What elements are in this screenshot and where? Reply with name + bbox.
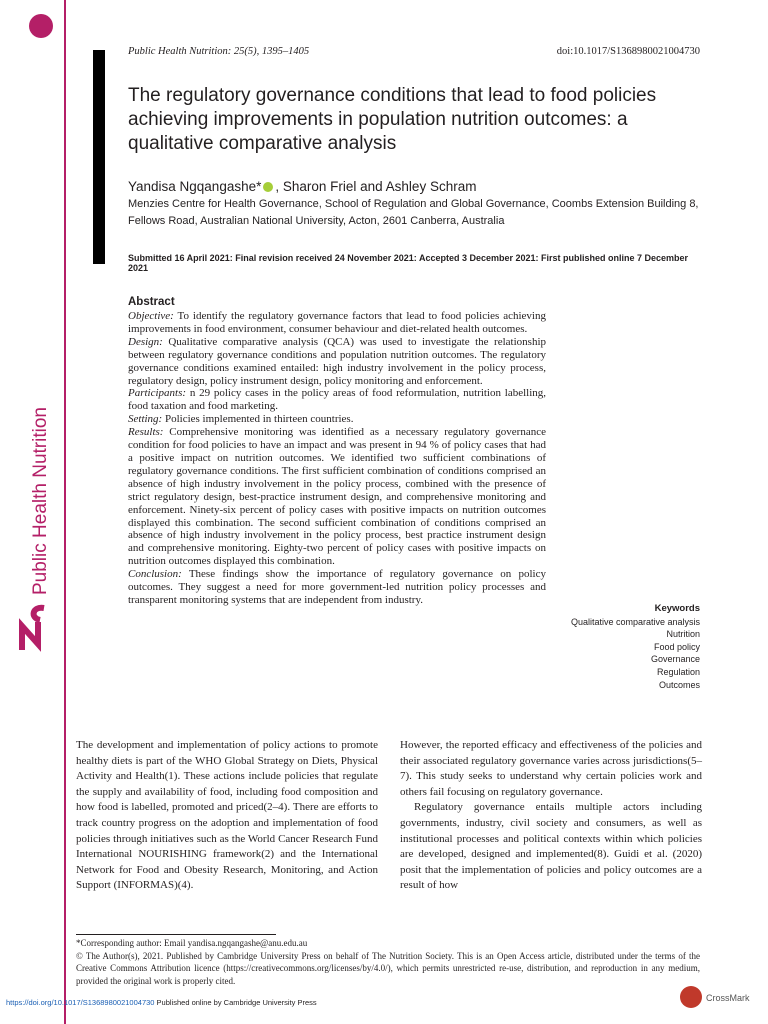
footnote-rule: [76, 934, 276, 935]
abstract-design: Design: Qualitative comparative analysis (QCA) was used to investigate the relationship between regulatory governance conditions and population nutrition outcomes. The regulatory governance conditions examined entailed: high industry involvement in the policy process, regulatory design, policy instrument design, policy monitoring and enforcement.: [128, 335, 546, 387]
journal-name: Public Health Nutrition: [30, 407, 51, 595]
body-column-right: [400, 738, 702, 894]
abstract-body: [128, 310, 546, 607]
first-author[interactable]: Yandisa Ngqangashe*: [128, 179, 262, 194]
submission-dates: Submitted 16 April 2021: Final revision received 24 November 2021: Accepted 3 December 2021: First published online 7 December 2021: [128, 253, 689, 273]
keywords-box: [520, 603, 700, 691]
body-paragraph: However, the reported efficacy and effectiveness of the policies and their associated regulatory governance varies across jurisdictions(5–7). This study seeks to understand why certain policies work and others fail focusing on regulatory governance.: [400, 739, 702, 798]
abstract-participants: Participants: n 29 policy cases in the policy areas of food reformulation, nutrition labelling, food taxation and food marketing.: [128, 387, 546, 413]
abstract-objective: Objective: To identify the regulatory governance factors that lead to food policies achieving improvements in food environment, consumer behaviour and diet-related health outcomes.: [128, 310, 546, 335]
margin-rule: [64, 0, 66, 1024]
published-note: Published online by Cambridge University Press: [154, 998, 317, 1007]
affiliation: Menzies Centre for Health Governance, School of Regulation and Global Governance, Coombs Extension Building 8, Fellows Road, Australian National University, Acton, 2601 Canberra, Australia: [128, 198, 699, 227]
coauthors: , Sharon Friel and Ashley Schram: [275, 179, 477, 194]
article-title: The regulatory governance conditions that lead to food policies achieving improvements in population nutrition outcomes: a qualitative comparative analysis: [128, 85, 657, 154]
abstract-conclusion: Conclusion: These findings show the importance of regulatory governance on policy outcomes. They suggest a need for more government-led nutrition policy processes and transparent monitoring systems that are independent from industry.: [128, 568, 546, 606]
keyword-item: Food policy: [653, 641, 700, 652]
body-paragraph: Regulatory governance entails multiple actors including governments, industry, civil society and consumers, as well as institutional processes and political contexts within which policies are developed, designed and implemented(8). Guidi et al. (2020) posit that the implementation of policies and policy outcomes are a result of how: [400, 801, 702, 892]
crossmark-icon[interactable]: [680, 986, 702, 1008]
keyword-item: Outcomes: [658, 679, 700, 690]
journal-citation: Public Health Nutrition: 25(5), 1395–1405: [128, 46, 310, 57]
crossmark-label[interactable]: CrossMark: [706, 993, 750, 1003]
ns-logo-icon: [18, 600, 48, 652]
keyword-item: Governance: [650, 654, 700, 665]
title-bar: [93, 50, 105, 264]
keywords-heading: Keywords: [654, 603, 700, 614]
keyword-item: Qualitative comparative analysis: [570, 616, 700, 627]
doi-link[interactable]: https://doi.org/10.1017/S1368980021004730: [6, 998, 155, 1007]
body-column-left: [76, 738, 378, 894]
keyword-item: Nutrition: [666, 629, 700, 640]
journal-side-label: [22, 400, 62, 600]
body-paragraph: The development and implementation of policy actions to promote healthy diets is part of the WHO Global Strategy on Diets, Physical Activity and Health(1). These actions include policies that regulate the supply and availability of food, including food composition and how food is labelled, promoted and priced(2–4). There are efforts to track country progress on the adoption and implementation of food policies through initiatives such as the World Cancer Research Fund International NOURISHING framework(2) and the International Network for Food and Obesity Research, Monitoring, and Action Support (INFORMAS)(4).: [76, 739, 378, 892]
author-list: [128, 179, 476, 194]
article-doi: doi:10.1017/S1368980021004730: [556, 46, 700, 57]
keyword-item: Regulation: [656, 666, 700, 677]
page-footer: [6, 998, 317, 1007]
open-access-icon: [29, 14, 53, 38]
license-note: © The Author(s), 2021. Published by Cambridge University Press on behalf of The Nutrition Society. This is an Open Access article, distributed under the terms of the Creative Commons Attribution licence (https://creativecommons.org/licenses/by/4.0/), which permits unrestricted re-use, distribution, and reproduction in any medium, provided the original work is properly cited.: [76, 950, 700, 986]
abstract-results: Results: Comprehensive monitoring was identified as a necessary regulatory governance condition for food policies to have an impact and was present in 94 % of policy cases that had a positive impact on nutrition outcomes. We identified two sufficient combinations of regulatory governance conditions. The first sufficient combination of conditions comprised an absence of high industry involvement in the policy process, combined with the presence of strict regulatory design, best-practice instrument design, and comprehensive monitoring and enforcement. Ninety-six percent of policy cases with positive impacts on nutrition outcomes displayed this combination. The second sufficient combination of conditions comprised an absence of high industry involvement in the policy process, best practice instrument design and comprehensive monitoring. Eighty-two percent of policy cases with positive impacts on nutrition outcomes displayed this combination.: [128, 426, 546, 568]
abstract-setting: Setting: Policies implemented in thirteen countries.: [128, 413, 354, 426]
orcid-icon[interactable]: [263, 182, 273, 192]
footnotes: [76, 937, 700, 987]
abstract-heading: Abstract: [128, 296, 175, 308]
corresponding-author: *Corresponding author: Email yandisa.ngqangashe@anu.edu.au: [76, 938, 308, 948]
